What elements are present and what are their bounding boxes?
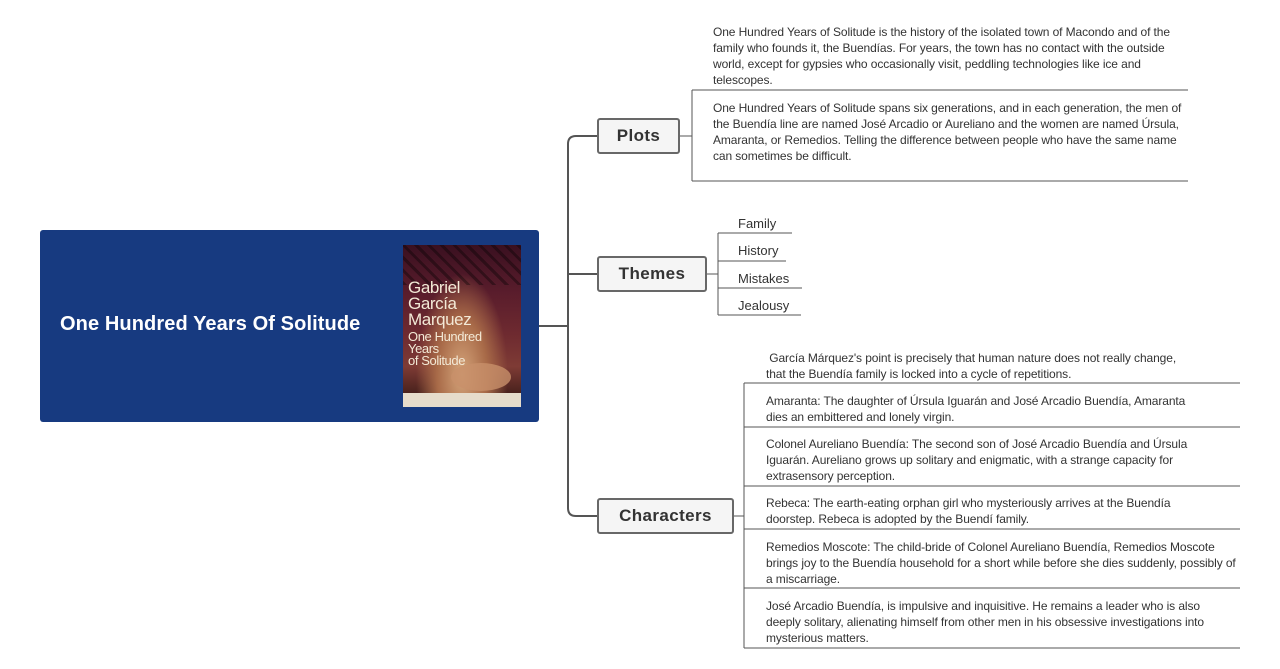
cover-title-line: Years xyxy=(408,341,439,356)
book-cover-image xyxy=(403,245,521,407)
root-title: One Hundred Years Of Solitude xyxy=(60,313,361,335)
character-note[interactable]: Rebeca: The earth-eating orphan girl who mysteriously arrives at the Buendía doorstep. Rebeca is adopted by the Buendí family. xyxy=(766,496,1171,526)
cover-title-line: One Hundred xyxy=(408,329,482,344)
character-note[interactable]: Amaranta: The daughter of Úrsula Iguarán and José Arcadio Buendía, Amaranta dies an embittered and lonely virgin. xyxy=(766,394,1186,424)
character-note[interactable]: José Arcadio Buendía, is impulsive and inquisitive. He remains a leader who is also deeply solitary, alienating himself from other men in his obsessive investigations into mysterious matters. xyxy=(766,599,1204,645)
theme-item[interactable]: History xyxy=(738,243,779,258)
plot-note[interactable]: One Hundred Years of Solitude spans six generations, and in each generation, the men of the Buendía line are named José Arcadio or Aureliano and the women are named Úrsula, Amaranta, or Remedios. Telling the difference between people who have the same name can sometimes be difficult. xyxy=(713,101,1182,163)
character-note[interactable]: Remedios Moscote: The child-bride of Colonel Aureliano Buendía, Remedios Moscote brings joy to the Buendía household for a short while before she dies suddenly, possibly of a miscarriage. xyxy=(766,540,1236,586)
cover-author-line: García xyxy=(408,294,457,313)
branch-themes[interactable]: Themes xyxy=(597,256,707,292)
theme-item[interactable]: Jealousy xyxy=(738,298,790,313)
character-note[interactable]: García Márquez's point is precisely that human nature does not really change, that the Buendía family is locked into a cycle of repetitions. xyxy=(766,351,1180,381)
branch-plots[interactable]: Plots xyxy=(597,118,680,154)
branch-characters[interactable]: Characters xyxy=(597,498,734,534)
cover-author-line: Marquez xyxy=(408,310,472,329)
plot-note[interactable]: One Hundred Years of Solitude is the history of the isolated town of Macondo and of the family who founds it, the Buendías. For years, the town has no contact with the outside world, except for gypsies who occasionally visit, peddling technologies like ice and telescopes. xyxy=(713,25,1170,87)
theme-item[interactable]: Mistakes xyxy=(738,271,790,286)
cover-title-line: of Solitude xyxy=(408,353,466,368)
cover-footer-band xyxy=(403,393,521,407)
cover-author-line: Gabriel xyxy=(408,278,461,297)
cover-author xyxy=(408,280,471,328)
character-note[interactable]: Colonel Aureliano Buendía: The second son of José Arcadio Buendía and Úrsula Iguarán. Aureliano grows up solitary and enigmatic, with a strange capacity for extrasensory perception. xyxy=(766,437,1188,483)
theme-item[interactable]: Family xyxy=(738,216,777,231)
cover-book-title xyxy=(408,331,482,367)
